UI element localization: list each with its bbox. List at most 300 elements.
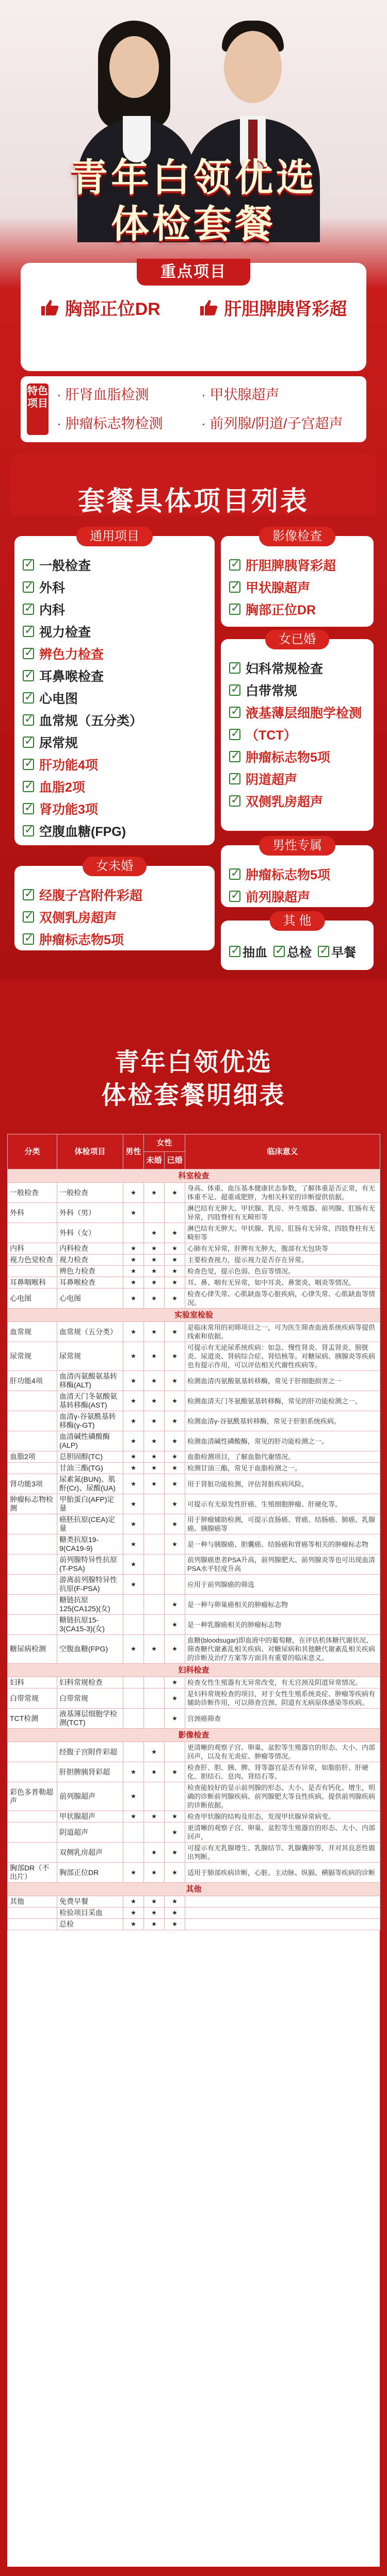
feature-items-box bbox=[21, 376, 366, 442]
married-cell: ★ bbox=[165, 1762, 185, 1782]
check-item-label: 白带常规 bbox=[246, 683, 298, 698]
table-row bbox=[8, 1514, 380, 1534]
married-cell: ★ bbox=[165, 1254, 185, 1266]
detail-table-body bbox=[8, 1169, 380, 1930]
meaning-cell: 身高、体重、血压基本健康状态参数，了解体重是否正常，有无体重不足、超重或肥胖，为相关科室的诊断提供依据。 bbox=[185, 1183, 380, 1203]
category-cell bbox=[8, 1615, 57, 1635]
unmarried-cell bbox=[144, 1782, 165, 1811]
meaning-cell: 是一种乳腺癌相关的肿瘤标志物 bbox=[185, 1615, 380, 1635]
checkbox-icon bbox=[23, 737, 34, 748]
category-cell bbox=[8, 1822, 57, 1843]
check-item bbox=[23, 928, 209, 950]
check-item bbox=[23, 576, 209, 598]
unmarried-cell bbox=[144, 1203, 165, 1223]
item-cell: 一般检查 bbox=[57, 1183, 123, 1203]
check-item bbox=[23, 642, 209, 664]
unmarried-cell: ★ bbox=[144, 1896, 165, 1908]
unmarried-cell: ★ bbox=[144, 1843, 165, 1863]
meaning-cell: 宫颈癌筛查 bbox=[185, 1709, 380, 1729]
male-cell bbox=[123, 1615, 144, 1635]
checkbox-icon bbox=[229, 891, 240, 902]
male-cell: ★ bbox=[123, 1514, 144, 1534]
focus-item-chest-dr bbox=[40, 295, 160, 320]
thumbs-up-icon bbox=[199, 299, 219, 316]
category-cell: 妇科 bbox=[8, 1677, 57, 1688]
table-row bbox=[8, 1742, 380, 1762]
others-item-label: 抽血 bbox=[243, 946, 267, 960]
item-cell: 液基薄层细胞学检测(TCT) bbox=[57, 1709, 123, 1729]
header-female: 女性 bbox=[144, 1134, 185, 1152]
unmarried-cell: ★ bbox=[144, 1277, 165, 1289]
check-item-label: 肿瘤标志物5项 bbox=[246, 867, 330, 882]
category-cell: 糖尿病检测 bbox=[8, 1635, 57, 1664]
meaning-cell: 是临床常用的初筛项目之一，可为医生筛查血液系统疾病等提供线索和依据。 bbox=[185, 1322, 380, 1342]
table-section-row bbox=[8, 1729, 380, 1742]
married-cell: ★ bbox=[165, 1595, 185, 1615]
married-cell: ★ bbox=[165, 1431, 185, 1451]
meaning-cell: 用于肿瘤辅助检测，可提示直肠癌、胃癌、结肠癌、肺癌、乳腺癌、胰腺癌等 bbox=[185, 1514, 380, 1534]
meaning-cell: 可提示有无原发性肝癌、生殖细胞肿瘤、肝硬化等。 bbox=[185, 1494, 380, 1514]
table-row bbox=[8, 1908, 380, 1919]
checkbox-icon bbox=[318, 946, 329, 957]
checkbox-icon bbox=[229, 729, 240, 740]
item-cell: 血清碱性磷酸酶(ALP) bbox=[57, 1431, 123, 1451]
table-row bbox=[8, 1451, 380, 1463]
check-item-label: 肝胆脾胰肾彩超 bbox=[246, 558, 336, 573]
check-item bbox=[23, 819, 209, 842]
feature-item: · 肿瘤标志物检测 bbox=[57, 416, 163, 431]
check-item-label: 甲状腺超声 bbox=[246, 580, 311, 595]
unmarried-cell: ★ bbox=[144, 1411, 165, 1431]
unmarried-cell bbox=[144, 1677, 165, 1688]
check-item-label: 胸部正位DR bbox=[246, 603, 316, 617]
table-row bbox=[8, 1635, 380, 1664]
meaning-cell: 检测血清丙氨酸氨基转移酶，常见于肝细胞损害之一 bbox=[185, 1371, 380, 1391]
feature-item: · 前列腺/阴道/子宫超声 bbox=[201, 416, 343, 431]
male-cell: ★ bbox=[123, 1451, 144, 1463]
meaning-cell: 主要检查视力，提示视力是否存在异常。 bbox=[185, 1254, 380, 1266]
male-cell: ★ bbox=[123, 1896, 144, 1908]
male-cell: ★ bbox=[123, 1203, 144, 1223]
item-cell: 免费早餐 bbox=[57, 1896, 123, 1908]
table-row bbox=[8, 1411, 380, 1431]
check-item bbox=[23, 554, 209, 576]
checkbox-icon bbox=[229, 795, 240, 807]
meaning-cell: 是妇科常规检查的项目，对于女性生殖系统炎症、肿瘤等疾病有辅助诊断作用，可以筛查宫颈、阴道有无病原体感染等疾病。 bbox=[185, 1688, 380, 1709]
item-cell: 双侧乳房超声 bbox=[57, 1843, 123, 1863]
table-row bbox=[8, 1431, 380, 1451]
feature-item: · 肝肾血脂检测 bbox=[57, 387, 149, 403]
item-cell: 血常规（五分类） bbox=[57, 1322, 123, 1342]
item-cell: 血清γ-谷氨酰基转移酶(γ-GT) bbox=[57, 1411, 123, 1431]
checkbox-icon bbox=[23, 692, 34, 704]
married-cell: ★ bbox=[165, 1451, 185, 1463]
male-cell bbox=[123, 1709, 144, 1729]
check-item bbox=[23, 906, 209, 928]
check-item bbox=[229, 790, 368, 812]
married-cell: ★ bbox=[165, 1677, 185, 1688]
meaning-cell: 检测血清天门冬氨酸氨基转移酶，常见的肝功能检测之一。 bbox=[185, 1391, 380, 1411]
meaning-cell: 血糖(bloodsugar)即血液中的葡萄糖，在评估机体糖代谢状况、筛查糖代谢紊乱相关疾病、对糖尿病和其他糖代谢紊乱相关疾病的诊断及治疗方案等方面具有重要的临床意义。 bbox=[185, 1635, 380, 1664]
check-item bbox=[23, 731, 209, 753]
meaning-cell bbox=[185, 1908, 380, 1919]
table-row bbox=[8, 1762, 380, 1782]
table-row bbox=[8, 1534, 380, 1554]
package-title: 套餐具体项目列表 bbox=[77, 487, 309, 516]
check-item bbox=[229, 598, 368, 620]
male-cell: ★ bbox=[123, 1277, 144, 1289]
checkbox-icon bbox=[229, 707, 240, 718]
checkbox-icon bbox=[229, 662, 240, 674]
check-item-label: （TCT） bbox=[246, 728, 297, 743]
male-cell: ★ bbox=[123, 1863, 144, 1883]
meaning-cell: 检查心律失常、心肌缺血等心脏疾病，心律失常、心肌缺血等情况。 bbox=[185, 1289, 380, 1309]
male-cell: ★ bbox=[123, 1811, 144, 1822]
unmarried-cell: ★ bbox=[144, 1266, 165, 1277]
category-cell: 血脂2项 bbox=[8, 1451, 57, 1463]
male-cell bbox=[123, 1688, 144, 1709]
unmarried-cell: ★ bbox=[144, 1463, 165, 1474]
married-cell bbox=[165, 1554, 185, 1575]
meaning-cell: 检查能较好的显示前列腺的形态、大小、是否有钙化、增生，明确的诊断前列腺疾病、前列腺肥大等良性疾病。提供前列腺疾病的诊断依据。 bbox=[185, 1782, 380, 1811]
meaning-cell bbox=[185, 1896, 380, 1908]
category-cell: 一般检查 bbox=[8, 1183, 57, 1203]
check-item-label: 双侧乳房超声 bbox=[39, 910, 117, 925]
checkbox-icon bbox=[229, 684, 240, 696]
unmarried-cell bbox=[144, 1709, 165, 1729]
married-cell: ★ bbox=[165, 1289, 185, 1309]
male-cell bbox=[123, 1223, 144, 1243]
married-cell: ★ bbox=[165, 1822, 185, 1843]
male-cell: ★ bbox=[123, 1494, 144, 1514]
check-item-label: 经腹子宫附件彩超 bbox=[39, 888, 143, 903]
detail-title-line1: 青年白领优选 bbox=[114, 1049, 272, 1076]
check-item bbox=[23, 620, 209, 642]
unmarried-cell bbox=[144, 1615, 165, 1635]
meaning-cell: 检测血清碱性磷酸酶，常见的肝功能检测之一。 bbox=[185, 1431, 380, 1451]
category-cell: 内科 bbox=[8, 1243, 57, 1254]
married-cell: ★ bbox=[165, 1843, 185, 1863]
meaning-cell: 检查肝、胆、胰、脾、肾等器官是否有异常，如脂肪肝、肝硬化、胆结石、息肉、肾结石等。 bbox=[185, 1762, 380, 1782]
table-row bbox=[8, 1822, 380, 1843]
general-items-panel bbox=[14, 529, 215, 845]
check-item bbox=[23, 687, 209, 709]
table-row bbox=[8, 1896, 380, 1908]
section-label: 妇科检查 bbox=[8, 1664, 380, 1677]
table-header-row bbox=[8, 1134, 380, 1152]
married-cell: ★ bbox=[165, 1183, 185, 1203]
focus-item-abdomen-ultrasound bbox=[199, 295, 347, 320]
table-row bbox=[8, 1371, 380, 1391]
married-cell: ★ bbox=[165, 1223, 185, 1243]
unmarried-cell: ★ bbox=[144, 1762, 165, 1782]
header-category: 分类 bbox=[8, 1134, 57, 1169]
check-item bbox=[229, 554, 368, 576]
male-cell: ★ bbox=[123, 1782, 144, 1811]
check-item bbox=[23, 664, 209, 687]
item-cell: 内科检查 bbox=[57, 1243, 123, 1254]
focus-items-box bbox=[21, 263, 366, 371]
header-meaning: 临床意义 bbox=[185, 1134, 380, 1169]
checkbox-icon bbox=[229, 946, 240, 957]
unmarried-cell bbox=[144, 1595, 165, 1615]
item-cell: 耳鼻喉检查 bbox=[57, 1277, 123, 1289]
table-row bbox=[8, 1863, 380, 1883]
check-item bbox=[23, 883, 209, 906]
checkbox-icon bbox=[229, 604, 240, 615]
checkbox-icon bbox=[23, 759, 34, 770]
checkbox-icon bbox=[273, 946, 285, 957]
category-cell bbox=[8, 1843, 57, 1863]
category-cell bbox=[8, 1554, 57, 1575]
check-item-label: 肿瘤标志物5项 bbox=[39, 932, 124, 947]
meaning-cell: 适用于肺部疾病诊断，心脏、主动脉、纵膈、横膈等疾病的诊断 bbox=[185, 1863, 380, 1883]
check-item-label: 液基薄层细胞学检测 bbox=[246, 706, 362, 721]
unmarried-cell: ★ bbox=[144, 1811, 165, 1822]
unmarried-female-items-list bbox=[23, 883, 209, 950]
meaning-cell: 前列腺癌患者PSA升高，前列腺肥大、前列腺炎等也可出现血清PSA水平轻度升高 bbox=[185, 1554, 380, 1575]
section-label: 其他 bbox=[8, 1883, 380, 1896]
checkbox-icon bbox=[23, 581, 34, 593]
table-row bbox=[8, 1595, 380, 1615]
table-row bbox=[8, 1575, 380, 1595]
check-item bbox=[23, 775, 209, 797]
male-cell: ★ bbox=[123, 1431, 144, 1451]
detail-table bbox=[7, 1134, 380, 1930]
item-cell: 视力检查 bbox=[57, 1254, 123, 1266]
married-cell bbox=[165, 1203, 185, 1223]
check-item-label: 外科 bbox=[39, 580, 66, 595]
thumbs-up-icon bbox=[40, 299, 60, 316]
married-cell: ★ bbox=[165, 1391, 185, 1411]
meaning-cell: 血脂检测项目，了解血脂代谢情况。 bbox=[185, 1451, 380, 1463]
unmarried-cell bbox=[144, 1688, 165, 1709]
unmarried-cell: ★ bbox=[144, 1863, 165, 1883]
item-cell: 外科（女） bbox=[57, 1223, 123, 1243]
others-item bbox=[318, 942, 356, 960]
unmarried-cell: ★ bbox=[144, 1371, 165, 1391]
item-cell: 血清天门冬氨酸氨基转移酶(AST) bbox=[57, 1391, 123, 1411]
detail-table-wrap bbox=[7, 1134, 380, 2567]
unmarried-cell bbox=[144, 1822, 165, 1843]
checkbox-icon bbox=[23, 781, 34, 792]
check-item bbox=[229, 885, 368, 907]
male-cell: ★ bbox=[123, 1371, 144, 1391]
category-cell: 视力色觉检查 bbox=[8, 1254, 57, 1266]
detail-title-line2: 体检套餐明细表 bbox=[101, 1082, 286, 1109]
check-item bbox=[23, 753, 209, 775]
others-items-row bbox=[229, 942, 356, 960]
unmarried-cell: ★ bbox=[144, 1391, 165, 1411]
table-row bbox=[8, 1322, 380, 1342]
married-cell: ★ bbox=[165, 1243, 185, 1254]
male-cell: ★ bbox=[123, 1391, 144, 1411]
unmarried-cell: ★ bbox=[144, 1451, 165, 1463]
unmarried-cell: ★ bbox=[144, 1289, 165, 1309]
married-cell: ★ bbox=[165, 1688, 185, 1709]
male-cell: ★ bbox=[123, 1411, 144, 1431]
male-cell: ★ bbox=[123, 1908, 144, 1919]
married-female-heading: 女已婚 bbox=[265, 630, 329, 649]
category-cell: 肝功能4项 bbox=[8, 1371, 57, 1391]
check-item-label: 血常规（五分类） bbox=[39, 713, 143, 728]
unmarried-cell: ★ bbox=[144, 1635, 165, 1664]
male-heading: 男性专属 bbox=[259, 836, 335, 856]
check-item-label: 耳鼻喉检查 bbox=[39, 669, 104, 684]
married-cell: ★ bbox=[165, 1863, 185, 1883]
checkbox-icon bbox=[23, 604, 34, 615]
category-cell bbox=[8, 1534, 57, 1554]
category-cell: 肿瘤标志物检测 bbox=[8, 1494, 57, 1514]
category-cell: 耳鼻咽喉科 bbox=[8, 1277, 57, 1289]
item-cell: 辨色力检查 bbox=[57, 1266, 123, 1277]
unmarried-cell: ★ bbox=[144, 1474, 165, 1494]
feature-tag: 特色项目 bbox=[27, 383, 49, 435]
check-item-label: 前列腺超声 bbox=[246, 890, 311, 905]
married-cell: ★ bbox=[165, 1534, 185, 1554]
table-row bbox=[8, 1342, 380, 1371]
table-row bbox=[8, 1919, 380, 1930]
meaning-cell bbox=[185, 1919, 380, 1930]
table-row bbox=[8, 1223, 380, 1243]
married-cell: ★ bbox=[165, 1615, 185, 1635]
header-item: 体检项目 bbox=[57, 1134, 123, 1169]
male-cell bbox=[123, 1595, 144, 1615]
category-cell: 彩色多普勒超声 bbox=[8, 1782, 57, 1811]
item-cell: 糖链抗原125(CA125)(女) bbox=[57, 1595, 123, 1615]
married-cell: ★ bbox=[165, 1494, 185, 1514]
meaning-cell: 淋巴结有无肿大、甲状腺、乳房、外生殖器、前列腺、肛肠有无异常，四肢脊柱有无畸形等 bbox=[185, 1203, 380, 1223]
table-row bbox=[8, 1243, 380, 1254]
table-row bbox=[8, 1688, 380, 1709]
male-cell: ★ bbox=[123, 1762, 144, 1782]
married-cell: ★ bbox=[165, 1277, 185, 1289]
check-item-label: 血脂2项 bbox=[39, 780, 85, 795]
check-item bbox=[229, 745, 368, 767]
feature-item: · 甲状腺超声 bbox=[201, 387, 280, 403]
married-cell: ★ bbox=[165, 1371, 185, 1391]
checkbox-icon bbox=[23, 889, 34, 900]
check-item bbox=[229, 657, 368, 679]
married-cell: ★ bbox=[165, 1919, 185, 1930]
meaning-cell: 用于肾脏功能检测，评估肾脏疾病风险。 bbox=[185, 1474, 380, 1494]
item-cell: 空腹血糖(FPG) bbox=[57, 1635, 123, 1664]
male-cell: ★ bbox=[123, 1254, 144, 1266]
table-section-row bbox=[8, 1309, 380, 1322]
check-item-label: 内科 bbox=[39, 603, 66, 617]
category-cell bbox=[8, 1266, 57, 1277]
table-row bbox=[8, 1463, 380, 1474]
header-male: 男性 bbox=[123, 1134, 144, 1169]
others-panel bbox=[221, 914, 374, 970]
check-item-label: 一般检查 bbox=[39, 558, 91, 573]
check-item-label: 视力检查 bbox=[39, 625, 91, 640]
category-cell bbox=[8, 1463, 57, 1474]
header-married: 已婚 bbox=[165, 1152, 185, 1169]
unmarried-cell: ★ bbox=[144, 1183, 165, 1203]
others-item-label: 总检 bbox=[287, 946, 312, 960]
others-item-label: 早餐 bbox=[331, 946, 356, 960]
check-item bbox=[229, 701, 368, 723]
checkbox-icon bbox=[23, 670, 34, 681]
category-cell: 其他 bbox=[8, 1896, 57, 1908]
table-row bbox=[8, 1474, 380, 1494]
item-cell: 胸部正位DR bbox=[57, 1863, 123, 1883]
unmarried-female-heading: 女未婚 bbox=[83, 857, 147, 876]
checkbox-icon bbox=[229, 751, 240, 762]
hero-title-line2: 体检套餐 bbox=[111, 202, 276, 246]
checkbox-icon bbox=[23, 911, 34, 923]
meaning-cell: 检查色觉，提示色弱、色盲等情况。 bbox=[185, 1266, 380, 1277]
table-section-row bbox=[8, 1169, 380, 1183]
item-cell: 总胆固醇(TC) bbox=[57, 1451, 123, 1463]
checkbox-icon bbox=[229, 581, 240, 593]
married-cell: ★ bbox=[165, 1908, 185, 1919]
category-cell: 肾功能3项 bbox=[8, 1474, 57, 1494]
married-cell: ★ bbox=[165, 1411, 185, 1431]
married-cell: ★ bbox=[165, 1342, 185, 1371]
male-cell bbox=[123, 1742, 144, 1762]
category-cell bbox=[8, 1411, 57, 1431]
hero-title bbox=[0, 155, 387, 247]
male-cell: ★ bbox=[123, 1266, 144, 1277]
male-cell: ★ bbox=[123, 1575, 144, 1595]
male-cell: ★ bbox=[123, 1183, 144, 1203]
header-unmarried: 未婚 bbox=[144, 1152, 165, 1169]
imaging-panel bbox=[221, 529, 374, 627]
check-item bbox=[23, 598, 209, 620]
unmarried-cell: ★ bbox=[144, 1243, 165, 1254]
category-cell bbox=[8, 1595, 57, 1615]
unmarried-cell bbox=[144, 1534, 165, 1554]
table-row bbox=[8, 1289, 380, 1309]
checkbox-icon bbox=[23, 714, 34, 726]
check-item bbox=[229, 576, 368, 598]
table-row bbox=[8, 1277, 380, 1289]
male-cell: ★ bbox=[123, 1474, 144, 1494]
table-row bbox=[8, 1709, 380, 1729]
category-cell: TCT检测 bbox=[8, 1709, 57, 1729]
category-cell bbox=[8, 1391, 57, 1411]
check-item-label: 肝功能4项 bbox=[39, 758, 98, 773]
check-item bbox=[229, 863, 368, 885]
checkbox-icon bbox=[23, 933, 34, 945]
item-cell: 癌胚抗原(CEA)定量 bbox=[57, 1514, 123, 1534]
married-cell: ★ bbox=[165, 1635, 185, 1664]
imaging-items-list bbox=[229, 554, 368, 620]
table-row bbox=[8, 1554, 380, 1575]
checkbox-icon bbox=[23, 803, 34, 814]
check-item-label: 肾功能3项 bbox=[39, 802, 98, 817]
unmarried-cell: ★ bbox=[144, 1919, 165, 1930]
table-row bbox=[8, 1782, 380, 1811]
male-cell: ★ bbox=[123, 1463, 144, 1474]
category-cell: 尿常规 bbox=[8, 1342, 57, 1371]
item-cell: 阴道超声 bbox=[57, 1822, 123, 1843]
married-cell: ★ bbox=[165, 1463, 185, 1474]
unmarried-cell: ★ bbox=[144, 1254, 165, 1266]
item-cell: 糖类抗原19-9(CA19-9) bbox=[57, 1534, 123, 1554]
item-cell: 甲状腺超声 bbox=[57, 1811, 123, 1822]
item-cell: 前列腺超声 bbox=[57, 1782, 123, 1811]
unmarried-cell: ★ bbox=[144, 1223, 165, 1243]
section-label: 科室检查 bbox=[8, 1169, 380, 1183]
item-cell: 前列腺特异性抗原(T-PSA) bbox=[57, 1554, 123, 1575]
hero-section bbox=[0, 0, 387, 1062]
male-cell: ★ bbox=[123, 1534, 144, 1554]
male-cell: ★ bbox=[123, 1322, 144, 1342]
checkbox-icon bbox=[229, 559, 240, 571]
